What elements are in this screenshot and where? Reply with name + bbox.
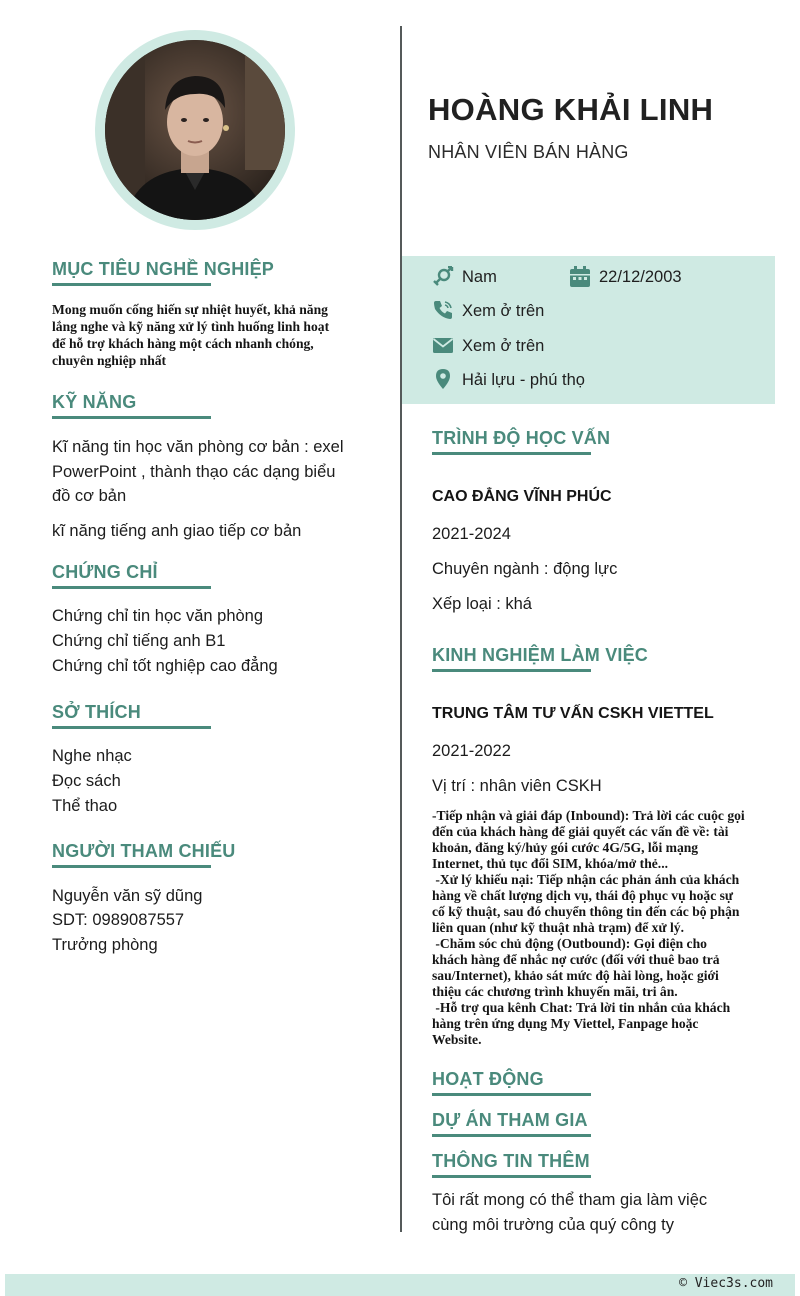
hobby-item: Nghe nhạc (52, 747, 132, 765)
reference-item: SDT: 0989087557 (52, 911, 185, 929)
education-title: TRÌNH ĐỘ HỌC VẤN (432, 428, 611, 448)
experience-desc-line: -Chăm sóc chủ động (Outbound): Gọi điện cho (432, 936, 707, 951)
gender-icon (432, 266, 454, 288)
certificate-item: Chứng chỉ tin học văn phòng (52, 607, 264, 625)
experience-desc-line: đến của khách hàng để giải quyết các vấn đề về: tài (432, 824, 729, 839)
skills-title: KỸ NĂNG (52, 392, 137, 412)
experience-desc-line: khoản, đăng ký/hủy gói cước 4G/5G, lỗi mạng (432, 840, 699, 855)
calendar-icon (569, 266, 591, 288)
experience-desc-line: thiệu các chương trình khuyến mãi, tri ân. (432, 984, 678, 999)
experience-desc-line: -Hỗ trợ qua kênh Chat: Trả lời tin nhắn của khách (432, 1000, 731, 1015)
certificate-item: Chứng chỉ tốt nghiệp cao đẳng (52, 657, 278, 675)
experience-desc-line: khách hàng để nhắc nợ cước (đối với thuê bao trả (432, 952, 720, 967)
more-info-line: cùng môi trường của quý công ty (432, 1216, 674, 1234)
experience-desc-line: cố kỹ thuật, sau đó chuyển thông tin đến các bộ phận (432, 904, 740, 919)
objective-line: chuyên nghiệp nhất (52, 353, 167, 368)
objective-line: Mong muốn cống hiến sự nhiệt huyết, khả năng (52, 302, 328, 317)
location-icon (432, 368, 454, 390)
objective-line: để hỗ trợ khách hàng một cách nhanh chóng, (52, 336, 314, 351)
projects-underline (432, 1134, 591, 1137)
gender-text: Nam (462, 268, 497, 286)
reference-title: NGƯỜI THAM CHIẾU (52, 841, 236, 861)
skill-line: đồ cơ bản (52, 487, 127, 505)
email-icon (432, 334, 454, 356)
full-name: HOÀNG KHẢI LINH (428, 92, 714, 127)
experience-desc-line: Website. (432, 1032, 482, 1047)
more-info-line: Tôi rất mong có thể tham gia làm việc (432, 1191, 708, 1209)
school-name: CAO ĐẲNG VĨNH PHÚC (432, 488, 612, 505)
skill-line: PowerPoint , thành thạo các dạng biểu (52, 463, 336, 481)
education-rank: Xếp loại : khá (432, 595, 532, 613)
experience-position: Vị trí : nhân viên CSKH (432, 777, 602, 795)
hobbies-title: SỞ THÍCH (52, 702, 141, 722)
column-divider (400, 26, 402, 1232)
hobbies-underline (52, 726, 211, 729)
experience-period: 2021-2022 (432, 742, 511, 760)
reference-underline (52, 865, 211, 868)
company-name: TRUNG TÂM TƯ VẤN CSKH VIETTEL (432, 705, 714, 722)
education-underline (432, 452, 591, 455)
email-text: Xem ở trên (462, 337, 545, 355)
more-info-underline (432, 1175, 591, 1178)
experience-desc-line: liên quan (như kỹ thuật nhà trạm) để xử lý. (432, 920, 684, 935)
certificate-item: Chứng chỉ tiếng anh B1 (52, 632, 226, 650)
hobby-item: Thể thao (52, 797, 118, 815)
certificates-underline (52, 586, 211, 589)
objective-title: MỤC TIÊU NGHỀ NGHIỆP (52, 259, 275, 279)
avatar (105, 40, 285, 220)
activities-underline (432, 1093, 591, 1096)
reference-item: Trưởng phòng (52, 936, 158, 954)
experience-underline (432, 669, 591, 672)
education-period: 2021-2024 (432, 525, 511, 543)
job-title: NHÂN VIÊN BÁN HÀNG (428, 142, 629, 162)
address-text: Hải lựu - phú thọ (462, 371, 585, 389)
experience-desc-line: hàng về chất lượng dịch vụ, thái độ phục vụ hoặc sự (432, 888, 734, 903)
objective-underline (52, 283, 211, 286)
more-info-title: THÔNG TIN THÊM (432, 1151, 590, 1171)
phone-icon (432, 299, 454, 321)
objective-line: lắng nghe và kỹ năng xử lý tình huống linh hoạt (52, 319, 330, 334)
experience-desc-line: hàng trên ứng dụng My Viettel, Fanpage hoặc (432, 1016, 699, 1031)
experience-desc-line: -Xử lý khiếu nại: Tiếp nhận các phản ánh của khách (432, 872, 740, 887)
footer-bar (5, 1274, 795, 1296)
experience-desc-line: sau/Internet), khảo sát mức độ hài lòng, hoặc giới (432, 968, 719, 983)
hobby-item: Đọc sách (52, 772, 121, 790)
education-major: Chuyên ngành : động lực (432, 560, 618, 578)
skill-line: kĩ năng tiếng anh giao tiếp cơ bản (52, 522, 302, 540)
activities-title: HOẠT ĐỘNG (432, 1069, 544, 1089)
reference-item: Nguyễn văn sỹ dũng (52, 887, 203, 905)
skills-underline (52, 416, 211, 419)
projects-title: DỰ ÁN THAM GIA (432, 1110, 588, 1130)
phone-text: Xem ở trên (462, 302, 545, 320)
certificates-title: CHỨNG CHỈ (52, 562, 158, 582)
skill-line: Kĩ năng tin học văn phòng cơ bản : exel (52, 438, 344, 456)
footer-credit[interactable]: © Viec3s.com (679, 1276, 773, 1291)
experience-title: KINH NGHIỆM LÀM VIỆC (432, 645, 649, 665)
experience-desc-line: Internet, thủ tục đổi SIM, khóa/mở thẻ... (432, 856, 668, 871)
experience-desc-line: -Tiếp nhận và giải đáp (Inbound): Trả lời các cuộc gọi (432, 808, 745, 823)
birthday-text: 22/12/2003 (599, 268, 682, 286)
